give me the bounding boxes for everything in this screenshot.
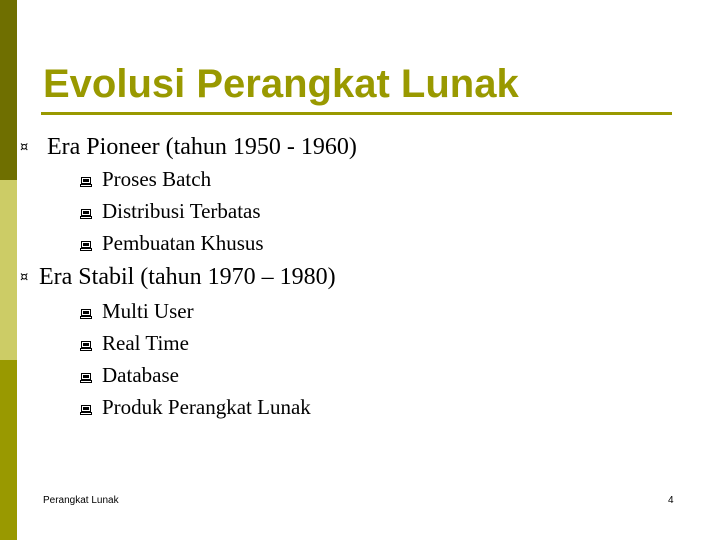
list-item <box>80 298 194 324</box>
footer-text: Perangkat Lunak <box>43 495 119 506</box>
section-heading-era-pioneer <box>20 133 357 162</box>
list-item-label: Multi User <box>102 299 194 323</box>
computer-icon <box>80 241 92 251</box>
slide-title: Evolusi Perangkat Lunak <box>43 62 519 106</box>
page-number: 4 <box>668 495 674 506</box>
computer-icon <box>80 309 92 319</box>
decorative-strip-top <box>0 0 17 180</box>
computer-icon <box>80 405 92 415</box>
title-underline <box>41 112 672 115</box>
decorative-strip-middle <box>0 180 17 360</box>
list-item <box>80 230 264 256</box>
list-item <box>80 166 211 192</box>
list-item-label: Database <box>102 363 179 387</box>
list-item <box>80 330 189 356</box>
list-item-label: Pembuatan Khusus <box>102 231 264 255</box>
currency-bullet-icon: ¤ <box>20 270 29 285</box>
section-heading-text: Era Pioneer (tahun 1950 - 1960) <box>47 134 357 160</box>
list-item-label: Distribusi Terbatas <box>102 199 261 223</box>
computer-icon <box>80 177 92 187</box>
list-item <box>80 394 311 420</box>
list-item-label: Produk Perangkat Lunak <box>102 395 311 419</box>
list-item <box>80 362 179 388</box>
list-item-label: Proses Batch <box>102 167 212 191</box>
list-item-label: Real Time <box>102 331 189 355</box>
list-item <box>80 198 261 224</box>
decorative-strip-bottom <box>0 360 17 540</box>
computer-icon <box>80 373 92 383</box>
computer-icon <box>80 341 92 351</box>
computer-icon <box>80 209 92 219</box>
section-heading-text: Era Stabil (tahun 1970 – 1980) <box>39 264 336 290</box>
currency-bullet-icon: ¤ <box>20 140 29 155</box>
section-heading-era-stabil <box>20 263 336 292</box>
